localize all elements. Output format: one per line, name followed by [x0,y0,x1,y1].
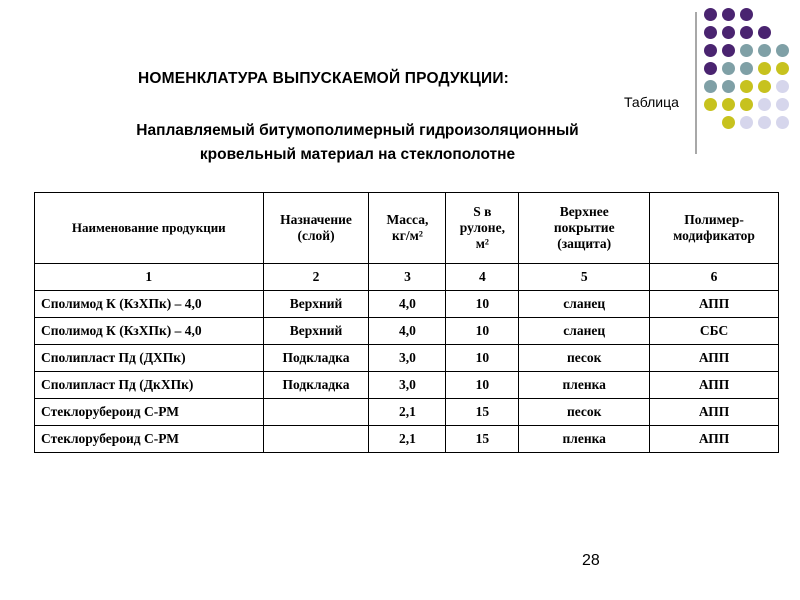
product-area: 15 [446,399,519,426]
product-mass: 4,0 [369,291,446,318]
table-row [35,345,779,372]
decor-dot [776,80,789,93]
column-header-mass: Масса, кг/м² [369,193,446,264]
table-row [35,318,779,345]
decor-dot [722,8,735,21]
subtitle [90,119,625,167]
product-mass: 3,0 [369,372,446,399]
decor-dot [740,8,753,21]
decor-dot [776,62,789,75]
decor-dot [740,44,753,57]
decor-dot [704,98,717,111]
decor-dot [740,26,753,39]
product-coating: сланец [519,291,650,318]
column-header-purpose: Назначение (слой) [263,193,369,264]
product-coating: пленка [519,426,650,453]
decor-dot [758,26,771,39]
decor-dot [776,116,789,129]
column-header-area: S в рулоне, м² [446,193,519,264]
product-name: Стеклорубероид С-РМ [35,399,264,426]
table-row [35,426,779,453]
decor-dot [776,44,789,57]
decor-dot [704,44,717,57]
decor-dot [740,98,753,111]
decor-dot [776,98,789,111]
decor-dot [704,26,717,39]
column-header-coating: Верхнее покрытие (защита) [519,193,650,264]
product-purpose: Подкладка [263,345,369,372]
decor-dot [758,44,771,57]
subtitle-line-2: кровельный материал на стеклополотне [199,146,516,163]
product-mass: 4,0 [369,318,446,345]
column-number-row [35,264,779,291]
product-name: Сполипласт Пд (ДкХПк) [35,372,264,399]
products-table [34,192,779,453]
product-name: Сполипласт Пд (ДХПк) [35,345,264,372]
decor-dot [722,80,735,93]
column-number: 5 [519,264,650,291]
product-name: Сполимод К (КзХПк) – 4,0 [35,291,264,318]
table-label: Таблица [624,94,679,110]
subtitle-line-1: Наплавляемый битумополимерный гидроизоляционный [136,122,579,139]
product-mass: 3,0 [369,345,446,372]
column-number: 6 [650,264,779,291]
decor-dot [722,62,735,75]
product-modifier: СБС [650,318,779,345]
table-row [35,291,779,318]
decor-dot [758,80,771,93]
product-area: 10 [446,372,519,399]
product-purpose: Подкладка [263,372,369,399]
product-mass: 2,1 [369,399,446,426]
product-modifier: АПП [650,372,779,399]
product-name: Стеклорубероид С-РМ [35,426,264,453]
decor-dot [704,80,717,93]
decor-dot [758,116,771,129]
product-purpose [263,426,369,453]
product-area: 10 [446,345,519,372]
product-coating: песок [519,399,650,426]
product-purpose [263,399,369,426]
product-name: Сполимод К (КзХПк) – 4,0 [35,318,264,345]
table-row [35,399,779,426]
decor-dot [758,98,771,111]
decor-dot [740,80,753,93]
table-header-row [35,193,779,264]
product-mass: 2,1 [369,426,446,453]
column-number: 1 [35,264,264,291]
column-number: 3 [369,264,446,291]
product-coating: песок [519,345,650,372]
product-purpose: Верхний [263,291,369,318]
table-row [35,372,779,399]
column-number: 4 [446,264,519,291]
product-area: 15 [446,426,519,453]
decor-dot [722,44,735,57]
decor-dot [704,8,717,21]
page-title: НОМЕНКЛАТУРА ВЫПУСКАЕМОЙ ПРОДУКЦИИ: [138,70,510,87]
decor-dot [722,98,735,111]
decor-dot [740,116,753,129]
column-header-name: Наименование продукции [35,193,264,264]
page-number: 28 [582,552,600,569]
column-header-modifier: Полимер- модификатор [650,193,779,264]
decor-dot [704,62,717,75]
product-coating: пленка [519,372,650,399]
decor-vertical-line [695,12,697,154]
decor-dot [740,62,753,75]
product-purpose: Верхний [263,318,369,345]
product-area: 10 [446,318,519,345]
product-modifier: АПП [650,426,779,453]
product-area: 10 [446,291,519,318]
product-modifier: АПП [650,399,779,426]
product-modifier: АПП [650,291,779,318]
column-number: 2 [263,264,369,291]
decor-dot [758,62,771,75]
decor-dot [722,26,735,39]
product-coating: сланец [519,318,650,345]
product-modifier: АПП [650,345,779,372]
decor-dot [722,116,735,129]
